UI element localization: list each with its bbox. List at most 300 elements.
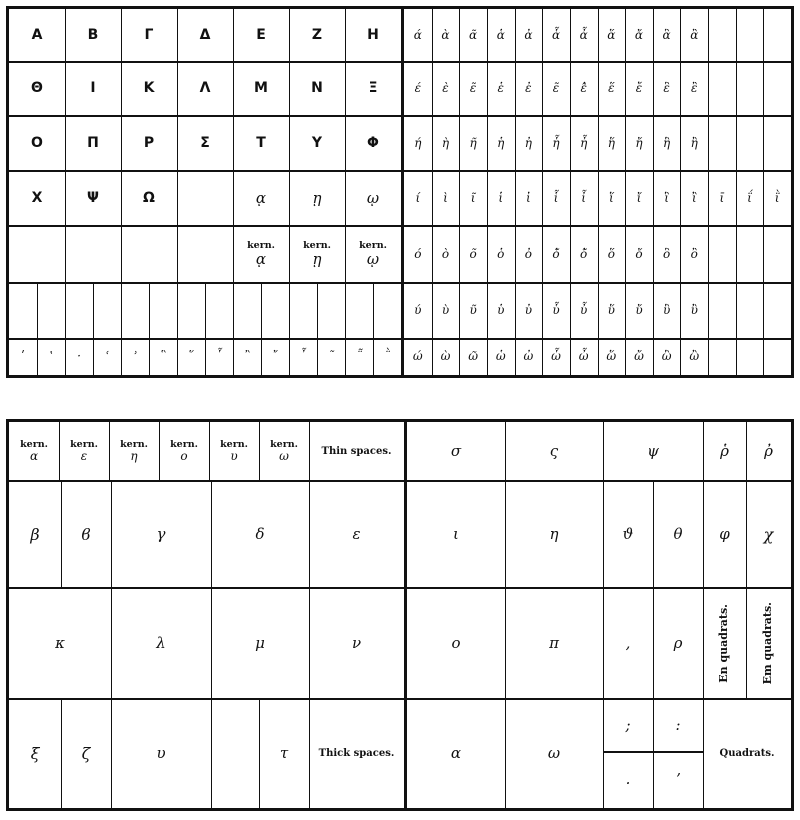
accent-0-9 [653,9,681,62]
kern-glyph: ῳ [366,250,380,269]
upper-cap-2-1 [65,116,121,171]
upper-punct-2-glyph: · [77,349,81,364]
kern-label: kern. [359,240,387,252]
accent-2-13 [763,116,791,171]
lower-kern-2 [109,422,159,481]
lower-r3R-4 [603,751,653,808]
thick-spaces-box [309,699,404,808]
accent-0-0-glyph: ά [413,27,422,42]
lower-r1R-5 [746,481,791,588]
accent-2-0-glyph: ή [414,135,422,150]
lower-r0-0 [407,422,505,481]
upper-punct-9-glyph: ῎ [272,349,278,364]
accent-1-3 [487,62,515,116]
lower-r3R-3-glyph: : [675,715,681,734]
upper-punct-0 [9,339,37,375]
em-quadrats-label: Em quadrats. [761,602,775,685]
accent-2-2 [459,116,487,171]
upper-kern-6 [345,226,401,283]
upper-split-cell-0 [9,283,37,339]
accent-6-8 [625,339,653,375]
col-line [177,226,178,283]
accent-2-10 [680,116,708,171]
upper-cap-1-5 [289,62,345,116]
thin-spaces-box-glyph: Thin spaces. [321,446,392,457]
accent-1-7-glyph: ἕ [608,81,615,96]
accent-3-13 [763,171,791,226]
lower-r2R-0 [407,588,505,699]
kern-glyph: η [130,449,138,464]
accent-3-1-glyph: ὶ [443,190,448,205]
accent-6-6-glyph: ὦ [578,349,589,364]
upper-cap-2-3-glyph: Σ [200,134,210,151]
accent-2-5-glyph: ἧ [552,135,560,150]
upper-cap-0-2 [121,9,177,62]
accent-6-13 [763,339,791,375]
upper-cap-3-3 [177,171,233,226]
upper-punct-11 [317,339,345,375]
accent-3-7 [598,171,626,226]
lower-r1R-1-glyph: η [549,525,559,544]
accent-5-13 [763,283,791,339]
lower-r3L-2-glyph: υ [156,744,166,763]
upper-cap-0-0 [9,9,65,62]
upper-split-cell-11 [317,283,345,339]
upper-cap-1-1 [65,62,121,116]
accent-5-8-glyph: ὔ [635,303,643,318]
upper-cap-0-5-glyph: Ζ [311,26,323,43]
upper-cap-3-6-glyph: ῳ [366,189,380,208]
upper-cap-0-3 [177,9,233,62]
lower-r3L-1-glyph: ζ [81,743,91,763]
accent-2-9-glyph: ἣ [663,135,671,150]
col-line [65,226,66,283]
lower-r0-3 [703,422,746,481]
accent-5-11 [708,283,736,339]
accent-2-6 [570,116,598,171]
accent-0-13 [763,9,791,62]
accent-5-0-glyph: ύ [414,303,422,318]
upper-cap-1-4-glyph: Μ [254,80,268,97]
upper-cap-2-5-glyph: Υ [311,134,323,151]
accent-0-1 [432,9,460,62]
accent-4-1-glyph: ὸ [441,246,450,261]
lower-case-tray [6,419,794,811]
accent-3-7-glyph: ἵ [608,190,614,205]
upper-punct-11-glyph: ῀ [328,349,334,364]
accent-2-4-glyph: ἠ [524,135,532,150]
lower-r0-4 [746,422,791,481]
lower-r1R-0-glyph: ι [453,525,459,544]
upper-split-cell-8 [233,283,261,339]
upper-punct-12 [345,339,373,375]
accent-0-4-glyph: ἀ [524,27,533,42]
accent-3-8 [625,171,653,226]
lower-r3R-2-glyph: ; [625,715,631,734]
accent-3-10-glyph: ἲ [691,190,697,205]
lower-r2L-3 [309,588,404,699]
upper-cap-3-5 [289,171,345,226]
accent-1-4 [515,62,543,116]
accent-4-12 [736,226,764,283]
lower-r1L-1 [61,481,111,588]
lower-r3L-3 [211,699,259,808]
accent-2-5 [542,116,570,171]
accent-5-10-glyph: ὒ [690,303,698,318]
lower-r1L-1-glyph: ϐ [81,524,91,544]
accent-3-11 [708,171,736,226]
lower-r2L-2 [211,588,309,699]
accent-3-6 [570,171,598,226]
accent-0-8 [625,9,653,62]
upper-punct-7 [205,339,233,375]
accent-2-10-glyph: ἢ [690,135,698,150]
upper-cap-3-1 [65,171,121,226]
upper-split-cell-3 [93,283,121,339]
lower-r1R-2-glyph: ϑ [622,525,634,544]
kern-label: kern. [70,438,98,450]
accent-1-4-glyph: ἐ [525,81,532,96]
upper-punct-3-glyph: ʿ [105,349,109,364]
accent-4-9-glyph: ὃ [662,246,671,261]
kern-glyph: ᾳ [255,250,267,269]
col-line [121,226,122,283]
kern-glyph: υ [230,449,238,464]
lower-r2R-1 [505,588,603,699]
accent-2-6-glyph: ἦ [580,135,588,150]
accent-6-2-glyph: ῶ [468,349,478,364]
accent-6-5-glyph: ὧ [551,349,561,364]
upper-split-cell-7 [205,283,233,339]
accent-2-3-glyph: ἡ [497,135,505,150]
quadrats-box [703,699,791,808]
upper-punct-5 [149,339,177,375]
thin-spaces-box [309,422,404,481]
accent-1-12 [736,62,764,116]
kern-label: kern. [120,438,148,450]
accent-0-3-glyph: ἁ [496,27,505,42]
accent-1-11 [708,62,736,116]
lower-r3R-0-glyph: α [450,744,462,763]
accent-4-3-glyph: ὁ [497,246,505,261]
lower-r3R-1-glyph: ω [547,744,561,763]
accent-4-11 [708,226,736,283]
lower-r2R-1-glyph: π [549,634,559,653]
accent-3-2 [459,171,487,226]
upper-cap-2-4-glyph: Τ [256,134,266,151]
upper-punct-6 [177,339,205,375]
kern-glyph: ω [279,449,289,464]
upper-cap-0-2-glyph: Γ [144,26,154,43]
accent-4-2 [459,226,487,283]
accent-1-8-glyph: ἔ [635,81,643,96]
lower-r1L-4-glyph: ε [352,525,361,544]
accent-4-13 [763,226,791,283]
accent-3-0-glyph: ί [415,190,421,205]
lower-r1L-0 [9,481,61,588]
accent-4-0 [404,226,432,283]
kern-glyph: ε [80,449,88,464]
upper-cap-0-0-glyph: Α [31,26,43,43]
accent-3-12 [736,171,764,226]
em-quadrats-box [746,588,791,699]
upper-punct-10-glyph: ῏ [300,349,306,364]
accent-5-10 [680,283,708,339]
lower-r1L-3-glyph: δ [255,525,265,544]
kern-label: kern. [20,438,48,450]
upper-punct-1 [37,339,65,375]
accent-0-2 [459,9,487,62]
upper-case-tray [6,6,794,378]
accent-6-7-glyph: ὥ [606,349,617,364]
accent-5-1-glyph: ὺ [441,303,450,318]
accent-2-1 [432,116,460,171]
accent-0-10 [680,9,708,62]
upper-punct-1-glyph: ʽ [49,349,53,364]
accent-1-8 [625,62,653,116]
accent-2-8 [625,116,653,171]
accent-6-11 [708,339,736,375]
accent-1-6-glyph: ἑ̂ [580,81,587,96]
accent-6-7 [598,339,626,375]
accent-2-8-glyph: ἤ [635,135,643,150]
accent-1-7 [598,62,626,116]
accent-3-0 [404,171,432,226]
lower-r2R-3-glyph: ρ [673,634,683,653]
lower-r1R-4-glyph: φ [719,525,730,544]
accent-3-6-glyph: ἶ [581,190,587,205]
upper-punct-8 [233,339,261,375]
upper-cap-3-4 [233,171,289,226]
accent-6-1-glyph: ὼ [440,349,451,364]
accent-1-10 [680,62,708,116]
lower-r1R-4 [703,481,746,588]
lower-r2L-2-glyph: μ [255,634,265,653]
accent-5-5 [542,283,570,339]
upper-cap-3-2 [121,171,177,226]
upper-cap-3-1-glyph: Ψ [87,189,99,206]
upper-cap-1-3-glyph: Λ [199,80,211,97]
kern-label: kern. [303,240,331,252]
accent-0-1-glyph: ὰ [441,27,450,42]
lower-r2L-3-glyph: ν [351,634,362,653]
lower-r3L-1 [61,699,111,808]
upper-split-cell-1 [37,283,65,339]
upper-kern-4 [233,226,289,283]
upper-cap-1-2-glyph: Κ [143,80,155,97]
accent-5-12 [736,283,764,339]
accent-5-4-glyph: ὐ [524,303,533,318]
accent-1-1-glyph: ὲ [442,81,449,96]
upper-cap-2-4 [233,116,289,171]
upper-split-cell-4 [121,283,149,339]
accent-2-0 [404,116,432,171]
accent-5-4 [515,283,543,339]
upper-cap-2-6 [345,116,401,171]
accent-0-4 [515,9,543,62]
lower-r2R-3 [653,588,703,699]
accent-0-0 [404,9,432,62]
upper-cap-1-0 [9,62,65,116]
accent-0-5 [542,9,570,62]
upper-split-cell-10 [289,283,317,339]
accent-5-0 [404,283,432,339]
accent-3-2-glyph: ῖ [470,190,476,205]
accent-1-5 [542,62,570,116]
upper-cap-3-6 [345,171,401,226]
upper-cap-0-6 [345,9,401,62]
accent-3-4-glyph: ἰ [526,190,531,205]
accent-1-3-glyph: ἑ [497,81,504,96]
accent-6-3-glyph: ὡ [495,349,506,364]
accent-4-5-glyph: ὁ̃ [552,246,560,261]
accent-5-3 [487,283,515,339]
lower-r1R-5-glyph: χ [763,524,774,544]
accent-4-0-glyph: ό [414,246,422,261]
kern-glyph: α [29,449,39,464]
accent-6-12 [736,339,764,375]
accent-6-10-glyph: ὢ [689,349,700,364]
lower-r0-1-glyph: ς [549,442,559,461]
accent-5-7-glyph: ὕ [607,303,615,318]
upper-cap-0-3-glyph: Δ [199,26,211,43]
lower-kern-0 [9,422,59,481]
accent-5-6-glyph: ὖ [580,303,588,318]
upper-cap-2-6-glyph: Φ [367,134,379,151]
accent-6-3 [487,339,515,375]
upper-split-cell-5 [149,283,177,339]
lower-r3L-0-glyph: ξ [30,743,40,763]
lower-r2L-1 [111,588,211,699]
accent-0-3 [487,9,515,62]
lower-r1L-2-glyph: γ [156,525,166,544]
lower-r3R-2 [603,699,653,751]
accent-2-11 [708,116,736,171]
accent-0-2-glyph: ᾶ [469,27,478,42]
upper-cap-2-0 [9,116,65,171]
accent-2-3 [487,116,515,171]
accent-0-7-glyph: ἅ [607,27,616,42]
accent-4-10 [680,226,708,283]
en-quadrats-box [703,588,746,699]
accent-5-2-glyph: ῦ [469,303,477,318]
accent-3-13-glyph: ῒ [774,190,780,205]
accent-3-9-glyph: ἳ [664,190,669,205]
upper-cap-0-1-glyph: Β [87,26,99,43]
accent-3-5 [542,171,570,226]
accent-1-2 [459,62,487,116]
upper-cap-2-2-glyph: Ρ [143,134,155,151]
accent-1-2-glyph: ε̃ [469,81,477,96]
upper-cap-3-0 [9,171,65,226]
accent-5-7 [598,283,626,339]
lower-r2L-1-glyph: λ [156,634,166,653]
accent-1-13 [763,62,791,116]
accent-1-9 [653,62,681,116]
kern-glyph: ο [180,449,188,464]
upper-cap-3-2-glyph: Ω [143,189,155,206]
accent-4-9 [653,226,681,283]
en-quadrats-label: En quadrats. [717,604,731,683]
lower-r3L-0 [9,699,61,808]
accent-3-9 [653,171,681,226]
kern-label: kern. [170,438,198,450]
accent-0-10-glyph: ἂ [690,27,699,42]
lower-r3L-4 [259,699,309,808]
lower-r0-4-glyph: ῤ [764,442,773,461]
accent-4-7-glyph: ὅ [607,246,615,261]
upper-punct-9 [261,339,289,375]
upper-cap-0-1 [65,9,121,62]
upper-cap-2-2 [121,116,177,171]
accent-6-9 [653,339,681,375]
lower-r0-2 [603,422,703,481]
upper-cap-2-3 [177,116,233,171]
accent-1-9-glyph: ἓ [663,81,670,96]
thick-spaces-box-glyph: Thick spaces. [318,748,395,759]
lower-r1R-3-glyph: θ [673,525,683,544]
lower-r1L-4 [309,481,404,588]
lower-r3R-4-glyph: . [625,770,631,789]
lower-r1R-3 [653,481,703,588]
lower-r3R-5 [653,751,703,808]
upper-punct-10 [289,339,317,375]
accent-4-1 [432,226,460,283]
accent-0-11 [708,9,736,62]
accent-0-7 [598,9,626,62]
upper-cap-0-6-glyph: Η [367,26,379,43]
accent-2-7-glyph: ἥ [607,135,615,150]
upper-cap-3-4-glyph: ᾳ [255,189,267,208]
upper-cap-1-1-glyph: Ι [90,80,96,97]
accent-0-8-glyph: ἄ [634,27,644,42]
lower-r1R-0 [407,481,505,588]
upper-split-cell-2 [65,283,93,339]
accent-5-9 [653,283,681,339]
upper-split-cell-12 [345,283,373,339]
accent-2-2-glyph: ῆ [469,135,477,150]
lower-r0-2-glyph: ψ [647,442,659,461]
accent-2-7 [598,116,626,171]
kern-label: kern. [220,438,248,450]
accent-6-4 [515,339,543,375]
accent-1-10-glyph: ἒ [691,81,698,96]
lower-r0-3-glyph: ῥ [720,442,729,461]
accent-2-9 [653,116,681,171]
lower-r2R-2 [603,588,653,699]
accent-3-3 [487,171,515,226]
lower-r0-1 [505,422,603,481]
upper-cap-0-4-glyph: Ε [256,26,266,43]
accent-1-5-glyph: ε̃ [552,81,560,96]
upper-split-cell-6 [177,283,205,339]
accent-3-3-glyph: ἱ [498,190,504,205]
upper-cap-1-6 [345,62,401,116]
accent-5-9-glyph: ὓ [662,303,671,318]
accent-6-1 [432,339,460,375]
lower-r3L-2 [111,699,211,808]
accent-6-6 [570,339,598,375]
lower-kern-4 [209,422,259,481]
accent-5-5-glyph: ὗ [552,303,560,318]
accent-6-4-glyph: ὠ [523,349,534,364]
accent-6-5 [542,339,570,375]
upper-punct-8-glyph: ῍ [244,349,250,364]
upper-cap-2-5 [289,116,345,171]
upper-punct-12-glyph: ῁ [356,349,362,364]
upper-cap-1-4 [233,62,289,116]
accent-4-8 [625,226,653,283]
